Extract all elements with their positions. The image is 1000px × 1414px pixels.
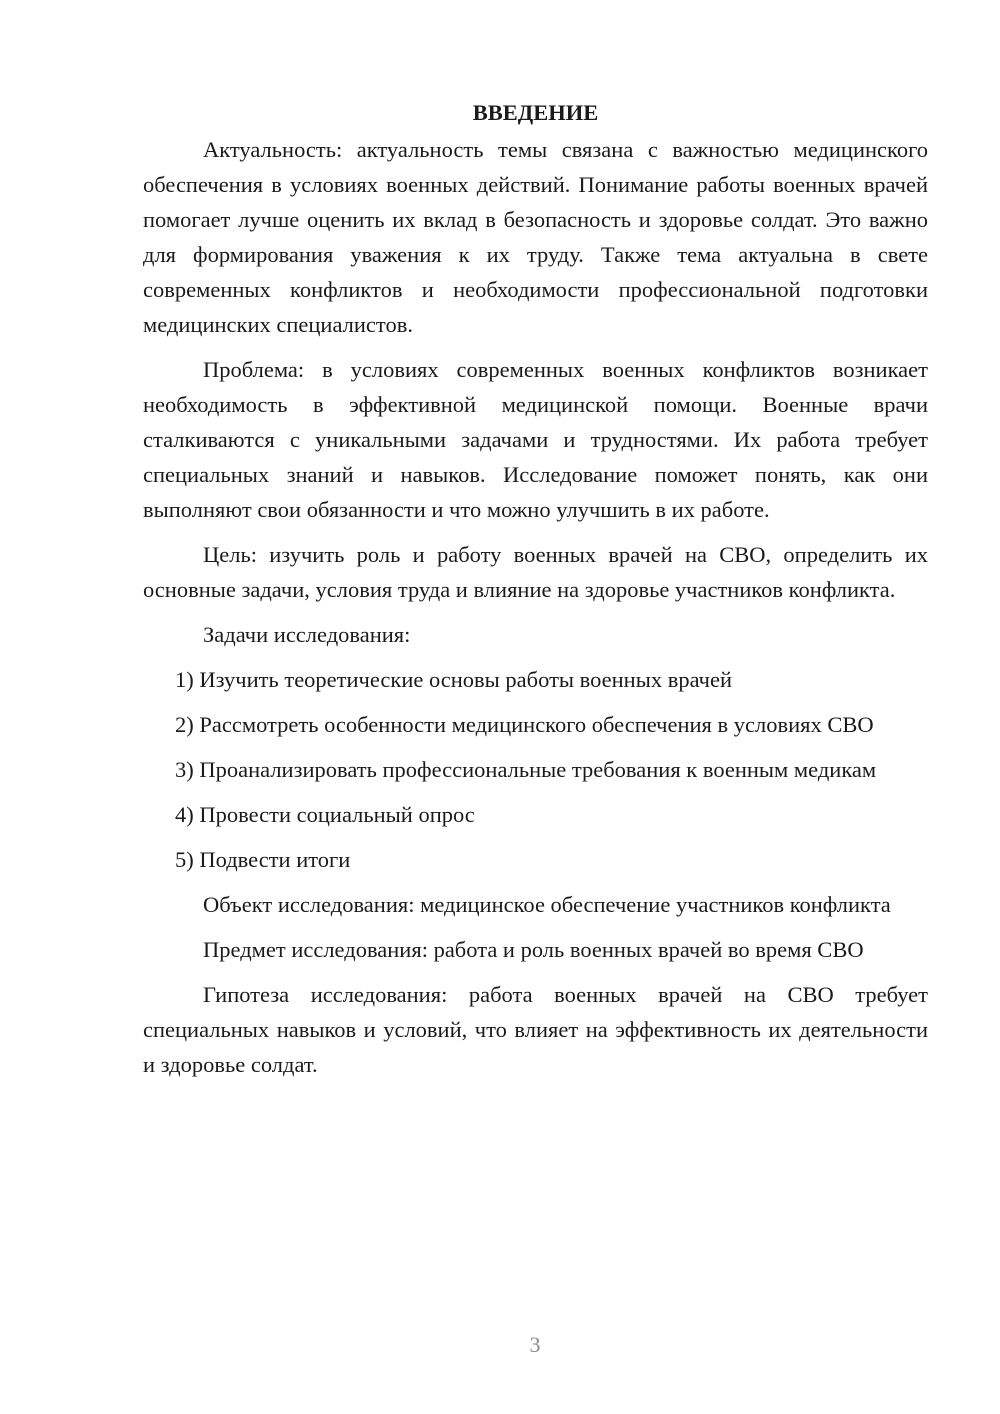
paragraph-subject: Предмет исследования: работа и роль военных врачей во время СВО [203,937,864,962]
task-item: 3) Проанализировать профессиональные требования к военным медикам [175,757,877,782]
paragraph-hypothesis: Гипотеза исследования: работа военных врачей на СВО требует специальных навыков и условий, что влияет на эффективность их деятельности и здоровье солдат. [143,982,928,1077]
tasks-heading: Задачи исследования: [203,622,411,647]
paragraph-goal: Цель: изучить роль и работу военных врачей на СВО, определить их основные задачи, условия труда и влияние на здоровье участников конфликта. [143,542,928,602]
paragraph-object: Объект исследования: медицинское обеспечение участников конфликта [203,892,891,917]
paragraph-relevance: Актуальность: актуальность темы связана с важностью медицинского обеспечения в условиях военных действий. Понимание работы военных врачей помогает лучше оценить их вклад в безопасность и здоровье солдат. Это важно для формирования уважения к их труду. Также тема актуальна в свете современных конфликтов и необходимости профессиональной подготовки медицинских специалистов. [143,137,928,337]
task-item: 1) Изучить теоретические основы работы военных врачей [175,667,732,692]
page-number: 3 [529,1332,541,1357]
task-item: 2) Рассмотреть особенности медицинского обеспечения в условиях СВО [175,712,874,737]
task-item: 5) Подвести итоги [175,847,351,872]
paragraph-problem: Проблема: в условиях современных военных конфликтов возникает необходимость в эффективной медицинской помощи. Военные врачи сталкиваются с уникальными задачами и трудностями. Их работа требует специальных знаний и навыков. Исследование поможет понять, как они выполняют свои обязанности и что можно улучшить в их работе. [143,357,928,522]
page-content [143,95,928,1092]
task-item: 4) Провести социальный опрос [175,802,475,827]
page-title: ВВЕДЕНИЕ [472,100,599,125]
